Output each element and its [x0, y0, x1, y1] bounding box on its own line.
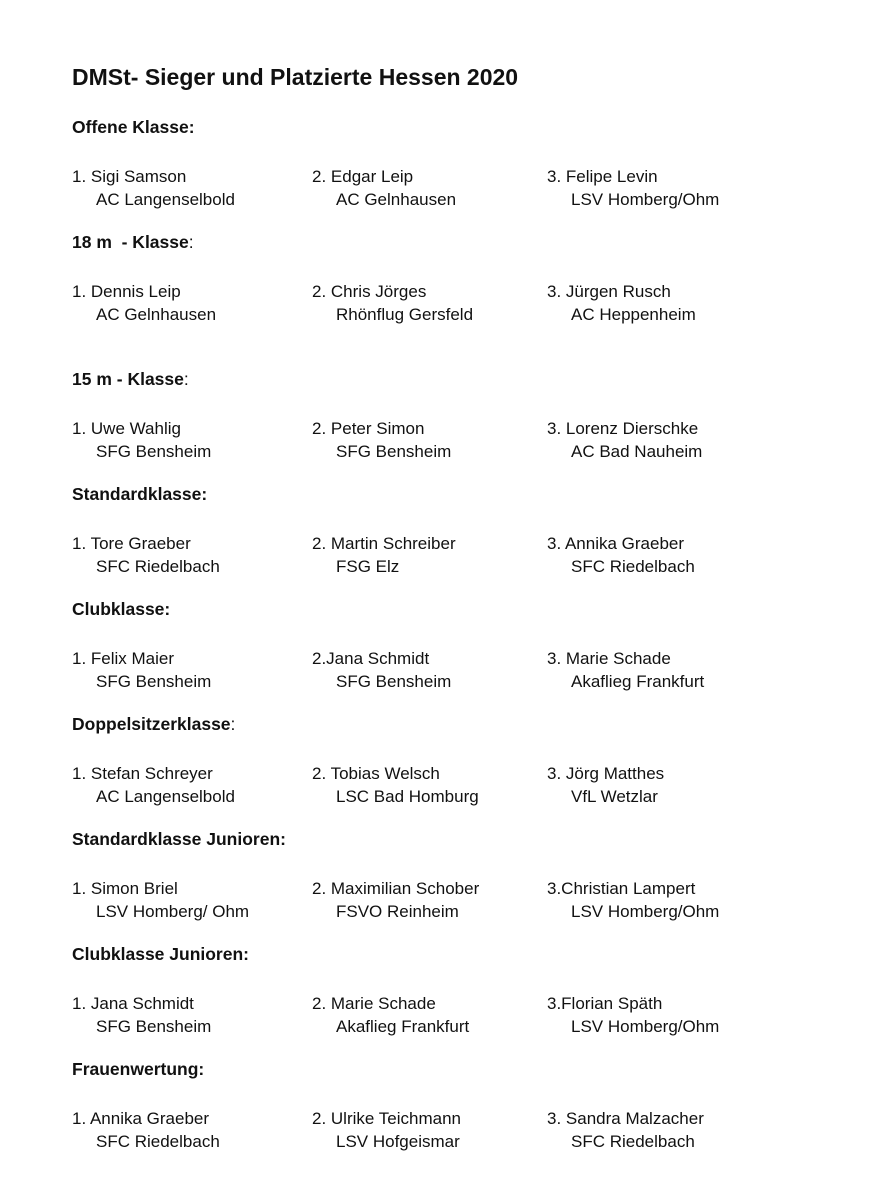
winner-entry — [72, 165, 312, 211]
winner-name: 1. Simon Briel — [72, 879, 178, 898]
section-heading-text: Clubklasse Junioren: — [72, 944, 249, 964]
winners-row — [72, 647, 851, 693]
winner-name: 3. Jürgen Rusch — [547, 282, 671, 301]
winner-name: 2. Peter Simon — [312, 419, 425, 438]
winner-name: 2. Marie Schade — [312, 994, 436, 1013]
winner-name: 3. Jörg Matthes — [547, 764, 665, 783]
results-section — [72, 829, 851, 923]
winner-entry — [547, 532, 695, 578]
results-section — [72, 117, 851, 211]
winner-name: 2. Ulrike Teichmann — [312, 1109, 461, 1128]
winner-entry — [547, 1107, 704, 1153]
section-heading-text: Doppelsitzerklasse — [72, 714, 231, 734]
winner-name: 3.Florian Späth — [547, 994, 663, 1013]
winner-entry — [312, 647, 547, 693]
winner-club: Akaflieg Frankfurt — [571, 672, 705, 691]
winner-club: SFG Bensheim — [336, 442, 452, 461]
winner-entry — [72, 992, 312, 1038]
results-section — [72, 369, 851, 463]
winner-club: SFC Riedelbach — [571, 557, 695, 576]
winner-club: SFG Bensheim — [96, 442, 212, 461]
winner-entry — [547, 165, 719, 211]
winner-name: 3. Sandra Malzacher — [547, 1109, 704, 1128]
winner-entry — [72, 417, 312, 463]
winners-row — [72, 762, 851, 808]
winner-club: LSV Homberg/Ohm — [571, 1017, 720, 1036]
winner-name: 3. Annika Graeber — [547, 534, 685, 553]
winner-name: 2. Chris Jörges — [312, 282, 427, 301]
winner-name: 1. Felix Maier — [72, 649, 175, 668]
winners-row — [72, 1107, 851, 1153]
winner-entry — [72, 762, 312, 808]
section-heading-suffix: : — [230, 714, 236, 734]
section-heading — [72, 369, 851, 390]
winner-club: AC Langenselbold — [96, 787, 235, 806]
section-heading — [72, 484, 851, 505]
winner-name: 1. Jana Schmidt — [72, 994, 194, 1013]
winner-club: FSVO Reinheim — [336, 902, 459, 921]
winner-entry — [547, 647, 704, 693]
winner-club: LSC Bad Homburg — [336, 787, 479, 806]
winner-club: LSV Homberg/ Ohm — [96, 902, 250, 921]
section-heading — [72, 829, 851, 850]
section-heading — [72, 944, 851, 965]
winner-name: 2. Maximilian Schober — [312, 879, 480, 898]
winner-entry — [312, 417, 547, 463]
winner-name: 3. Marie Schade — [547, 649, 671, 668]
winner-name: 2. Martin Schreiber — [312, 534, 456, 553]
winner-club: SFC Riedelbach — [571, 1132, 695, 1151]
winner-entry — [547, 417, 702, 463]
winner-club: AC Bad Nauheim — [571, 442, 703, 461]
winner-name: 3. Lorenz Dierschke — [547, 419, 699, 438]
winner-club: FSG Elz — [336, 557, 400, 576]
results-section — [72, 1059, 851, 1153]
winners-row — [72, 532, 851, 578]
winners-row — [72, 165, 851, 211]
section-heading — [72, 599, 851, 620]
winner-entry — [72, 877, 312, 923]
winner-club: Akaflieg Frankfurt — [336, 1017, 470, 1036]
winner-name: 2. Tobias Welsch — [312, 764, 440, 783]
winner-entry — [312, 762, 547, 808]
section-heading — [72, 714, 851, 735]
winner-entry — [547, 280, 696, 326]
winner-entry — [72, 532, 312, 578]
winner-club: AC Gelnhausen — [336, 190, 457, 209]
section-heading-text: 18 m - Klasse — [72, 232, 189, 252]
section-heading — [72, 117, 851, 138]
winners-row — [72, 417, 851, 463]
winner-entry — [547, 877, 719, 923]
winner-club: AC Gelnhausen — [96, 305, 217, 324]
winner-name: 1. Stefan Schreyer — [72, 764, 213, 783]
winner-entry — [312, 280, 547, 326]
winner-club: SFC Riedelbach — [96, 557, 220, 576]
section-heading-suffix: : — [188, 232, 194, 252]
winner-club: Rhönflug Gersfeld — [336, 305, 474, 324]
winner-club: AC Langenselbold — [96, 190, 235, 209]
winner-entry — [312, 877, 547, 923]
section-heading-text: Standardklasse Junioren: — [72, 829, 286, 849]
section-heading-text: Offene Klasse: — [72, 117, 195, 137]
winner-entry — [72, 647, 312, 693]
winner-club: SFG Bensheim — [96, 672, 212, 691]
section-heading-text: 15 m - Klasse — [72, 369, 184, 389]
winner-club: SFC Riedelbach — [96, 1132, 220, 1151]
winner-name: 1. Sigi Samson — [72, 167, 187, 186]
winner-entry — [312, 532, 547, 578]
winner-name: 1. Dennis Leip — [72, 282, 181, 301]
section-heading-text: Clubklasse: — [72, 599, 171, 619]
winner-name: 3. Felipe Levin — [547, 167, 658, 186]
winner-club: SFG Bensheim — [336, 672, 452, 691]
winner-entry — [312, 1107, 547, 1153]
winner-name: 2. Edgar Leip — [312, 167, 414, 186]
winner-club: VfL Wetzlar — [571, 787, 658, 806]
winners-row — [72, 877, 851, 923]
winner-club: LSV Hofgeismar — [336, 1132, 460, 1151]
winners-row — [72, 280, 851, 326]
section-heading-suffix: : — [183, 369, 189, 389]
page-title: DMSt- Sieger und Platzierte Hessen 2020 — [72, 64, 519, 90]
winner-club: LSV Homberg/Ohm — [571, 190, 720, 209]
results-section — [72, 599, 851, 693]
section-heading-text: Frauenwertung: — [72, 1059, 205, 1079]
results-section — [72, 714, 851, 808]
winner-name: 2.Jana Schmidt — [312, 649, 430, 668]
winner-name: 1. Tore Graeber — [72, 534, 191, 553]
winner-club: LSV Homberg/Ohm — [571, 902, 720, 921]
section-heading-text: Standardklasse: — [72, 484, 208, 504]
winner-entry — [72, 280, 312, 326]
results-section — [72, 232, 851, 326]
results-section — [72, 484, 851, 578]
winner-club: AC Heppenheim — [571, 305, 696, 324]
winner-entry — [312, 165, 547, 211]
winner-entry — [312, 992, 547, 1038]
winner-name: 1. Uwe Wahlig — [72, 419, 181, 438]
sections-container — [72, 117, 851, 1153]
winner-entry — [72, 1107, 312, 1153]
winner-entry — [547, 762, 664, 808]
winners-row — [72, 992, 851, 1038]
results-section — [72, 944, 851, 1038]
winner-club: SFG Bensheim — [96, 1017, 212, 1036]
section-heading — [72, 232, 851, 253]
winner-name: 1. Annika Graeber — [72, 1109, 210, 1128]
winner-entry — [547, 992, 719, 1038]
section-heading — [72, 1059, 851, 1080]
winner-name: 3.Christian Lampert — [547, 879, 696, 898]
